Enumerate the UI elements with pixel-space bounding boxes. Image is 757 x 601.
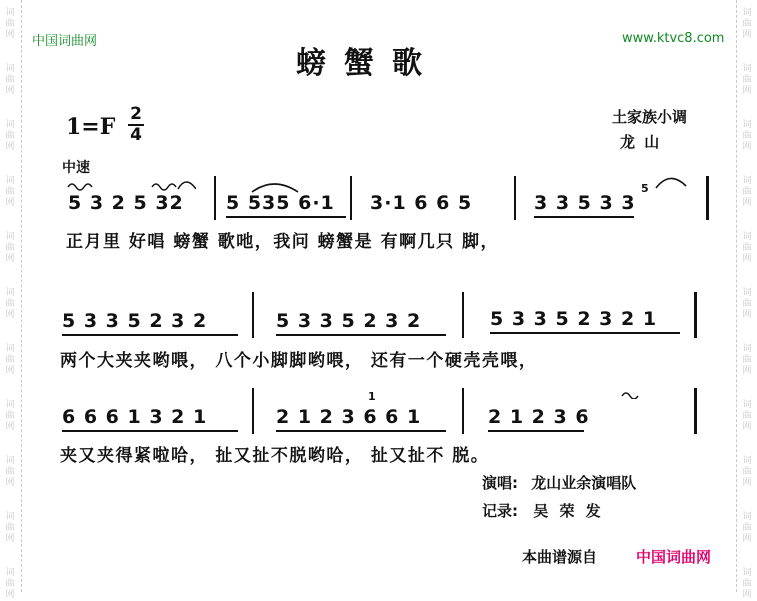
watermark-glyph: 词: [742, 400, 752, 410]
watermark-glyph: 词: [5, 512, 15, 522]
beam-line: [62, 430, 238, 432]
watermark-glyph: 曲: [742, 75, 752, 85]
beam-line: [62, 334, 238, 336]
watermark-glyph: 曲: [5, 411, 15, 421]
beam-line: [276, 334, 446, 336]
grace-note-r3: 1: [368, 390, 376, 403]
lyrics-row1: 正月里 好唱 螃蟹 歌吔，我问 螃蟹是 有啊几只 脚，: [66, 232, 500, 252]
measure-r1-4: 3 3 5 3 3: [534, 192, 636, 214]
watermark-glyph: 网: [742, 478, 752, 488]
right-dashed-rule: [736, 0, 737, 592]
watermark-glyph: 曲: [5, 467, 15, 477]
watermark-glyph-group: [739, 8, 755, 41]
watermark-glyph: 网: [742, 422, 752, 432]
watermark-glyph: 网: [5, 198, 15, 208]
recorder-name: 吴 荣 发: [533, 502, 604, 520]
watermark-glyph: 词: [5, 176, 15, 186]
barline: [214, 176, 216, 220]
watermark-glyph-group: [2, 288, 18, 321]
watermark-glyph: 词: [5, 64, 15, 74]
watermark-glyph: 网: [5, 30, 15, 40]
watermark-glyph: 网: [5, 86, 15, 96]
time-signature-top: 2: [130, 104, 142, 124]
barline: [694, 388, 697, 434]
watermark-glyph: 网: [5, 422, 15, 432]
barline: [350, 176, 352, 220]
watermark-glyph-group: [739, 232, 755, 265]
measure-r1-2: 5 535 6·1: [226, 192, 335, 214]
watermark-glyph-group: [739, 120, 755, 153]
measure-r3-3: 2 1 2 3 6: [488, 406, 590, 428]
watermark-glyph: 词: [742, 456, 752, 466]
left-dashed-rule: [21, 0, 22, 592]
watermark-glyph: 曲: [5, 19, 15, 29]
barline: [252, 388, 254, 434]
watermark-glyph-group: [2, 120, 18, 153]
watermark-glyph: 词: [742, 8, 752, 18]
watermark-glyph: 曲: [742, 467, 752, 477]
measure-r1-3: 3·1 6 6 5: [370, 192, 473, 214]
watermark-glyph: 曲: [742, 187, 752, 197]
tempo-marking: 中速: [62, 160, 90, 176]
measure-r3-2: 2 1 2 3 6 6 1: [276, 406, 422, 428]
ornament-marks-row1: [66, 176, 186, 186]
watermark-glyph: 网: [742, 534, 752, 544]
watermark-glyph: 词: [5, 456, 15, 466]
beam-line: [488, 430, 584, 432]
recorder-label: 记录:: [482, 502, 518, 520]
watermark-glyph: 网: [5, 142, 15, 152]
watermark-glyph-group: [2, 8, 18, 41]
watermark-glyph: 词: [5, 8, 15, 18]
watermark-glyph: 词: [5, 400, 15, 410]
time-signature-bottom: 4: [130, 125, 142, 145]
watermark-glyph: 网: [5, 254, 15, 264]
watermark-glyph: 曲: [742, 19, 752, 29]
watermark-glyph-group: [739, 568, 755, 601]
watermark-glyph-group: [2, 456, 18, 489]
watermark-glyph: 曲: [742, 299, 752, 309]
barline: [462, 388, 464, 434]
barline: [252, 292, 254, 338]
ornament-mark-row3: [620, 384, 646, 403]
song-region: 龙 山: [620, 133, 662, 151]
lyrics-row2: 两个大夹夹哟喂， 八个小脚脚哟喂， 还有一个硬壳壳喂，: [60, 351, 538, 371]
watermark-glyph: 曲: [5, 243, 15, 253]
watermark-glyph: 网: [742, 590, 752, 600]
watermark-glyph-group: [2, 344, 18, 377]
song-title: 螃蟹歌: [296, 46, 440, 81]
watermark-glyph: 网: [742, 142, 752, 152]
watermark-glyph-group: [739, 64, 755, 97]
watermark-glyph-group: [739, 344, 755, 377]
watermark-glyph: 曲: [742, 355, 752, 365]
beam-line: [490, 332, 680, 334]
measure-r3-1: 6 6 6 1 3 2 1: [62, 406, 208, 428]
watermark-glyph: 词: [5, 344, 15, 354]
watermark-glyph-group: [739, 512, 755, 545]
singer-label: 演唱:: [482, 474, 518, 492]
measure-r2-3: 5 3 3 5 2 3 2 1: [490, 308, 658, 330]
source-site-name: 中国词曲网: [636, 548, 712, 566]
watermark-glyph: 曲: [5, 131, 15, 141]
watermark-glyph: 曲: [742, 579, 752, 589]
measure-r2-1: 5 3 3 5 2 3 2: [62, 310, 208, 332]
watermark-glyph: 词: [742, 120, 752, 130]
measure-r1-1: 5 3 2 5 32: [68, 192, 184, 214]
watermark-glyph: 网: [742, 254, 752, 264]
watermark-glyph-group: [739, 400, 755, 433]
watermark-glyph-group: [2, 400, 18, 433]
watermark-glyph-group: [2, 568, 18, 601]
slur-r1-4: [654, 175, 688, 194]
watermark-glyph: 网: [5, 534, 15, 544]
watermark-glyph: 网: [5, 310, 15, 320]
watermark-glyph-group: [2, 232, 18, 265]
key-signature: 1=F: [66, 114, 116, 140]
watermark-glyph: 曲: [5, 579, 15, 589]
watermark-glyph: 词: [742, 344, 752, 354]
watermark-glyph-group: [739, 176, 755, 209]
watermark-glyph-group: [739, 288, 755, 321]
left-watermark-strip: [0, 0, 20, 600]
watermark-glyph: 网: [742, 310, 752, 320]
watermark-glyph: 网: [5, 590, 15, 600]
watermark-glyph: 网: [742, 86, 752, 96]
watermark-glyph-group: [739, 456, 755, 489]
watermark-glyph: 曲: [742, 411, 752, 421]
barline: [706, 176, 709, 220]
watermark-glyph: 词: [742, 568, 752, 578]
watermark-glyph: 词: [5, 288, 15, 298]
watermark-glyph: 网: [5, 366, 15, 376]
site-name-left: 中国词曲网: [32, 34, 98, 49]
watermark-glyph: 网: [5, 478, 15, 488]
singer-name: 龙山业余演唱队: [531, 474, 637, 492]
recorder-credit: [482, 500, 604, 521]
barline: [694, 292, 697, 338]
watermark-glyph: 曲: [5, 523, 15, 533]
watermark-glyph-group: [2, 176, 18, 209]
watermark-glyph: 曲: [5, 187, 15, 197]
watermark-glyph: 词: [742, 512, 752, 522]
tilde-ornaments: [66, 179, 196, 191]
grace-note-r1: 5: [641, 182, 649, 195]
watermark-glyph: 网: [742, 366, 752, 376]
watermark-glyph-group: [2, 64, 18, 97]
watermark-glyph: 词: [742, 232, 752, 242]
watermark-glyph: 词: [742, 64, 752, 74]
source-label: 本曲谱源自: [522, 548, 598, 566]
watermark-glyph: 词: [5, 232, 15, 242]
song-genre: 土家族小调: [612, 108, 688, 126]
beam-line: [226, 216, 346, 218]
lyrics-row3: 夹又夹得紧啦哈， 扯又扯不脱哟哈， 扯又扯不 脱。: [60, 446, 490, 466]
time-signature: [128, 106, 144, 144]
watermark-glyph: 曲: [742, 131, 752, 141]
watermark-glyph-group: [2, 512, 18, 545]
barline: [514, 176, 516, 220]
watermark-glyph: 词: [5, 568, 15, 578]
beam-line: [534, 216, 634, 218]
watermark-glyph: 曲: [742, 523, 752, 533]
watermark-glyph: 曲: [742, 243, 752, 253]
watermark-glyph: 曲: [5, 355, 15, 365]
watermark-glyph: 词: [5, 120, 15, 130]
right-watermark-strip: [737, 0, 757, 600]
watermark-glyph: 曲: [5, 299, 15, 309]
measure-r2-2: 5 3 3 5 2 3 2: [276, 310, 422, 332]
beam-line: [276, 430, 446, 432]
barline: [462, 292, 464, 338]
watermark-glyph: 曲: [5, 75, 15, 85]
watermark-glyph: 词: [742, 176, 752, 186]
singer-credit: [482, 472, 636, 493]
watermark-glyph: 网: [742, 198, 752, 208]
watermark-glyph: 词: [742, 288, 752, 298]
watermark-glyph: 网: [742, 30, 752, 40]
site-url-right: www.ktvc8.com: [622, 31, 725, 46]
